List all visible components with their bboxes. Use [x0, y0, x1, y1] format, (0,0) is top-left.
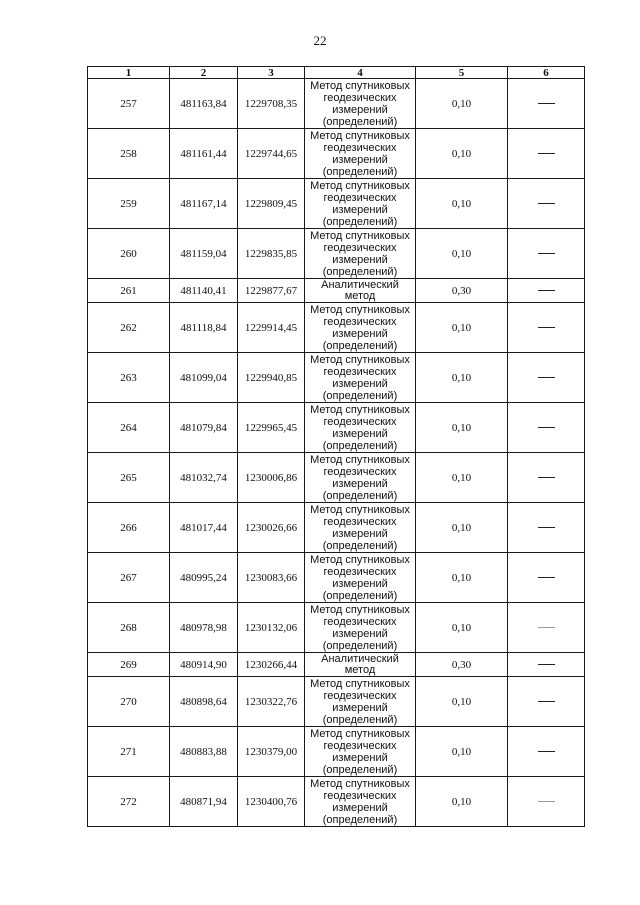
header-cell: 1 [88, 67, 170, 79]
table-row [88, 453, 585, 503]
table-header-row [88, 67, 585, 79]
column-6-cell [508, 129, 585, 179]
method-cell: Аналитический метод [305, 279, 416, 303]
column-6-cell [508, 553, 585, 603]
header-cell: 2 [170, 67, 238, 79]
y-coordinate-cell: 1229914,45 [238, 303, 305, 353]
accuracy-cell: 0,10 [416, 303, 508, 353]
coordinates-table [87, 66, 585, 827]
x-coordinate-cell: 481161,44 [170, 129, 238, 179]
accuracy-cell: 0,10 [416, 229, 508, 279]
point-number-cell: 265 [88, 453, 170, 503]
dash-mark [538, 801, 555, 802]
method-cell: Аналитический метод [305, 653, 416, 677]
point-number-cell: 257 [88, 79, 170, 129]
y-coordinate-cell: 1229708,35 [238, 79, 305, 129]
table-row [88, 403, 585, 453]
method-cell: Метод спутниковых геодезических измерений (определений) [305, 453, 416, 503]
column-6-cell [508, 453, 585, 503]
method-cell: Метод спутниковых геодезических измерений (определений) [305, 129, 416, 179]
x-coordinate-cell: 481140,41 [170, 279, 238, 303]
accuracy-cell: 0,10 [416, 353, 508, 403]
column-6-cell [508, 603, 585, 653]
column-6-cell [508, 229, 585, 279]
y-coordinate-cell: 1229877,67 [238, 279, 305, 303]
accuracy-cell: 0,10 [416, 727, 508, 777]
table-row [88, 129, 585, 179]
method-cell: Метод спутниковых геодезических измерений (определений) [305, 677, 416, 727]
column-6-cell [508, 677, 585, 727]
y-coordinate-cell: 1230083,66 [238, 553, 305, 603]
table-row [88, 79, 585, 129]
dash-mark [538, 290, 555, 291]
table-row [88, 503, 585, 553]
point-number-cell: 259 [88, 179, 170, 229]
accuracy-cell: 0,30 [416, 279, 508, 303]
x-coordinate-cell: 480883,88 [170, 727, 238, 777]
x-coordinate-cell: 481163,84 [170, 79, 238, 129]
y-coordinate-cell: 1229835,85 [238, 229, 305, 279]
point-number-cell: 269 [88, 653, 170, 677]
dash-mark [538, 203, 555, 204]
dash-mark [538, 377, 555, 378]
x-coordinate-cell: 481017,44 [170, 503, 238, 553]
y-coordinate-cell: 1229744,65 [238, 129, 305, 179]
dash-mark [538, 103, 555, 104]
point-number-cell: 267 [88, 553, 170, 603]
method-cell: Метод спутниковых геодезических измерений (определений) [305, 303, 416, 353]
point-number-cell: 260 [88, 229, 170, 279]
x-coordinate-cell: 480978,98 [170, 603, 238, 653]
x-coordinate-cell: 481167,14 [170, 179, 238, 229]
point-number-cell: 264 [88, 403, 170, 453]
method-cell: Метод спутниковых геодезических измерений (определений) [305, 79, 416, 129]
accuracy-cell: 0,10 [416, 603, 508, 653]
method-cell: Метод спутниковых геодезических измерений (определений) [305, 503, 416, 553]
accuracy-cell: 0,10 [416, 179, 508, 229]
x-coordinate-cell: 480914,90 [170, 653, 238, 677]
method-cell: Метод спутниковых геодезических измерений (определений) [305, 403, 416, 453]
column-6-cell [508, 777, 585, 827]
column-6-cell [508, 403, 585, 453]
y-coordinate-cell: 1229965,45 [238, 403, 305, 453]
table-row [88, 303, 585, 353]
accuracy-cell: 0,10 [416, 79, 508, 129]
column-6-cell [508, 353, 585, 403]
column-6-cell [508, 279, 585, 303]
x-coordinate-cell: 481159,04 [170, 229, 238, 279]
dash-mark [538, 577, 555, 578]
column-6-cell [508, 79, 585, 129]
method-cell: Метод спутниковых геодезических измерений (определений) [305, 777, 416, 827]
dash-mark [538, 327, 555, 328]
point-number-cell: 261 [88, 279, 170, 303]
y-coordinate-cell: 1230266,44 [238, 653, 305, 677]
accuracy-cell: 0,10 [416, 503, 508, 553]
header-cell: 5 [416, 67, 508, 79]
x-coordinate-cell: 481118,84 [170, 303, 238, 353]
method-cell: Метод спутниковых геодезических измерений (определений) [305, 727, 416, 777]
header-cell: 4 [305, 67, 416, 79]
y-coordinate-cell: 1229809,45 [238, 179, 305, 229]
header-cell: 3 [238, 67, 305, 79]
dash-mark [538, 253, 555, 254]
accuracy-cell: 0,10 [416, 677, 508, 727]
x-coordinate-cell: 481032,74 [170, 453, 238, 503]
column-6-cell [508, 503, 585, 553]
accuracy-cell: 0,10 [416, 453, 508, 503]
method-cell: Метод спутниковых геодезических измерений (определений) [305, 353, 416, 403]
x-coordinate-cell: 481099,04 [170, 353, 238, 403]
method-cell: Метод спутниковых геодезических измерений (определений) [305, 553, 416, 603]
table-row [88, 603, 585, 653]
column-6-cell [508, 303, 585, 353]
table-row [88, 727, 585, 777]
accuracy-cell: 0,30 [416, 653, 508, 677]
dash-mark [538, 751, 555, 752]
y-coordinate-cell: 1230322,76 [238, 677, 305, 727]
table-row [88, 553, 585, 603]
y-coordinate-cell: 1230006,86 [238, 453, 305, 503]
point-number-cell: 272 [88, 777, 170, 827]
point-number-cell: 270 [88, 677, 170, 727]
table-row [88, 229, 585, 279]
table-row [88, 279, 585, 303]
table-row [88, 677, 585, 727]
table-row [88, 653, 585, 677]
table-row [88, 777, 585, 827]
x-coordinate-cell: 480995,24 [170, 553, 238, 603]
page-number: 22 [313, 33, 327, 48]
point-number-cell: 268 [88, 603, 170, 653]
column-6-cell [508, 727, 585, 777]
y-coordinate-cell: 1230026,66 [238, 503, 305, 553]
dash-mark [538, 664, 555, 665]
table-row [88, 179, 585, 229]
method-cell: Метод спутниковых геодезических измерений (определений) [305, 229, 416, 279]
point-number-cell: 262 [88, 303, 170, 353]
method-cell: Метод спутниковых геодезических измерений (определений) [305, 603, 416, 653]
y-coordinate-cell: 1230379,00 [238, 727, 305, 777]
dash-mark [538, 701, 555, 702]
point-number-cell: 258 [88, 129, 170, 179]
accuracy-cell: 0,10 [416, 777, 508, 827]
x-coordinate-cell: 481079,84 [170, 403, 238, 453]
table-row [88, 353, 585, 403]
dash-mark [538, 627, 555, 628]
column-6-cell [508, 179, 585, 229]
accuracy-cell: 0,10 [416, 403, 508, 453]
x-coordinate-cell: 480871,94 [170, 777, 238, 827]
dash-mark [538, 477, 555, 478]
accuracy-cell: 0,10 [416, 129, 508, 179]
column-6-cell [508, 653, 585, 677]
point-number-cell: 266 [88, 503, 170, 553]
dash-mark [538, 153, 555, 154]
method-cell: Метод спутниковых геодезических измерений (определений) [305, 179, 416, 229]
header-cell: 6 [508, 67, 585, 79]
y-coordinate-cell: 1229940,85 [238, 353, 305, 403]
accuracy-cell: 0,10 [416, 553, 508, 603]
y-coordinate-cell: 1230132,06 [238, 603, 305, 653]
dash-mark [538, 427, 555, 428]
dash-mark [538, 527, 555, 528]
y-coordinate-cell: 1230400,76 [238, 777, 305, 827]
point-number-cell: 263 [88, 353, 170, 403]
x-coordinate-cell: 480898,64 [170, 677, 238, 727]
point-number-cell: 271 [88, 727, 170, 777]
